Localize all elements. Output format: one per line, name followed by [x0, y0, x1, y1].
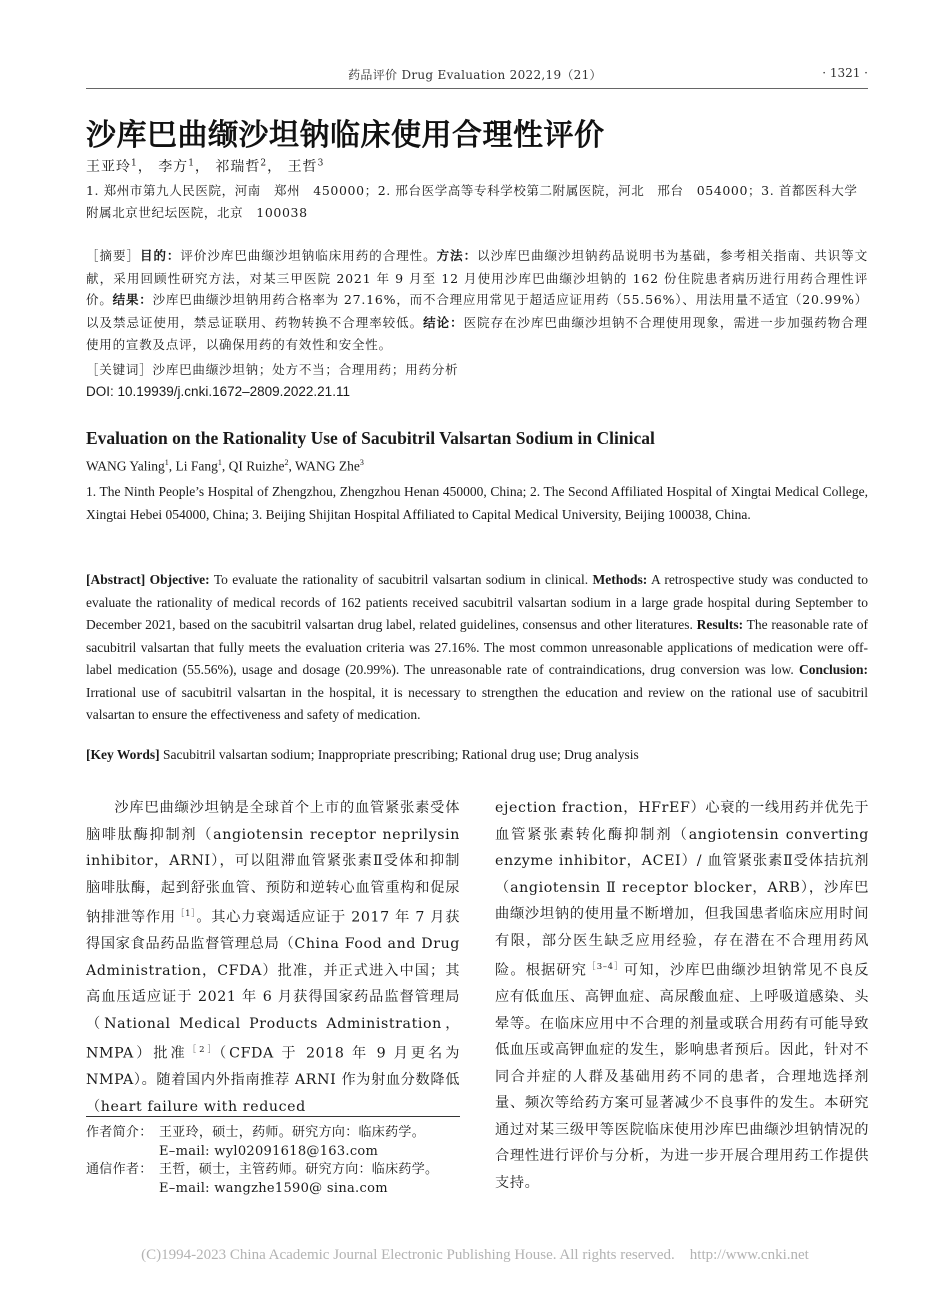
results-label: Results: [696, 617, 744, 632]
author-bio-text: 王亚玲，硕士，药师。研究方向：临床药学。 [159, 1125, 426, 1140]
author-affiliation-mark: 1 [217, 458, 222, 467]
footnote-divider [86, 1116, 460, 1117]
author-affiliation-mark: 2 [260, 158, 268, 169]
body-text: 沙库巴曲缬沙坦钠是全球首个上市的血管紧张素受体脑啡肽酶抑制剂（angiotensin receptor neprilysin inhibitor，ARNI），可以阻滞血管紧张素Ⅱ受体和抑制脑啡肽酶，起到舒张血管、预防和逆转心血管重构和促尿钠排泄等作用 [86, 800, 460, 926]
body-text: 。其心力衰竭适应证于 2017 年 7 月获得国家食品药品监督管理总局（China Food and Drug Administration，CFDA）批准，并正式进入中国；其高血压适应证于 2021 年 6 月获得国家药品监督管理局（National Medical Products Administration，NMPA）批准 [86, 909, 460, 1062]
body-text: ejection fraction，HFrEF）心衰的一线用药并优先于血管紧张素转化酶抑制剂（angiotensin converting enzyme inhibitor，ACEI）/ 血管紧张素Ⅱ受体拮抗剂（angiotensin Ⅱ receptor blocker，ARB），沙库巴曲缬沙坦钠的使用量不断增加，但我国患者临床应用时间有限，部分医生缺乏应用经验，存在潜在不合理用药风险。根据研究 [495, 800, 869, 979]
methods-text: 以沙库巴曲缬沙坦钠药品说明书为基础，参考相关指南、共识等文献，采用回顾性研究方法，对某三甲医院 2021 年 9 月至 12 月使用沙库巴曲缬沙坦钠的 162 份住院患者病历进行用药合理性评价。 [86, 248, 869, 307]
affiliations-cn: 1. 郑州市第九人民医院，河南 郑州 450000；2. 邢台医学高等专科学校第二附属医院，河北 邢台 054000；3. 首都医科大学附属北京世纪坛医院，北京 100038 [86, 183, 858, 220]
page-number: · 1321 · [822, 66, 868, 80]
body-column-right [495, 795, 869, 1196]
author-name: WANG Yaling [86, 458, 165, 474]
objective-text: 评价沙库巴曲缬沙坦钠临床用药的合理性。 [180, 248, 437, 263]
abstract-en [86, 569, 868, 727]
conclusion-text: Irrational use of sacubitril valsartan in the hospital, it is necessary to strengthen the education and review on the rational use of sacubitril valsartan to ensure the effectiveness and safety of medication. [86, 684, 868, 722]
keywords-en [86, 747, 639, 763]
conclusion-label: 结论： [423, 315, 464, 330]
journal-header: 药品评价 Drug Evaluation 2022,19（21） [348, 68, 602, 82]
author-affiliation-mark: 3 [317, 158, 325, 169]
objective-label: Objective: [149, 572, 210, 587]
results-text: 沙库巴曲缬沙坦钠用药合格率为 27.16%，而不合理应用常见于超适应证用药（55.56%）、用法用量不适宜（20.99%）以及禁忌证使用，禁忌证联用、药物转换不合理率较低。 [86, 292, 868, 330]
corresponding-author-email: E–mail: wangzhe1590@ sina.com [159, 1180, 388, 1196]
conclusion-text: 医院存在沙库巴曲缬沙坦钠不合理使用现象，需进一步加强药物合理使用的宣教及点评，以确保用药的有效性和安全性。 [86, 314, 868, 352]
author-affiliation-mark: 1 [164, 458, 169, 467]
citation-link[interactable]: ［1］ [175, 909, 197, 919]
methods-label: Methods: [592, 572, 648, 587]
results-text: The reasonable rate of sacubitril valsartan that fully meets the evaluation criteria was 27.16%. The most common unreasonable applications of medication were off-label medication (55.56%), usage and dosage (20.99%). The unreasonable rate of contraindications, drug conversion was low. [86, 617, 868, 677]
author-email: E–mail: wyl02091618@163.com [159, 1143, 379, 1159]
abstract-label: ［摘要］ [86, 248, 140, 263]
copyright-notice: (C)1994-2023 China Academic Journal Electronic Publishing House. All rights reserved. http://www.cnki.net [141, 1247, 809, 1263]
keywords-cn [86, 360, 458, 378]
keywords-label: ［关键词］ [86, 362, 153, 377]
author-name: Li Fang [175, 458, 218, 474]
article-title-en: Evaluation on the Rationality Use of Sacubitril Valsartan Sodium in Clinical [86, 428, 655, 448]
results-label: 结果： [112, 293, 153, 307]
author-affiliation-mark: 3 [359, 458, 364, 467]
author-name: 王亚玲 [86, 159, 131, 175]
citation-link[interactable]: ［3–4］ [587, 962, 624, 972]
abstract-cn [86, 245, 868, 356]
body-text: 可知，沙库巴曲缬沙坦钠常见不良反应有低血压、高钾血症、高尿酸血症、上呼吸道感染、头晕等。在临床应用中不合理的剂量或联合用药有可能导致低血压或高钾血症的发生，影响患者预后。因此，针对不同合并症的人群及基础用药不同的患者，合理地选择剂量、频次等给药方案可显著减少不良事件的发生。本研究通过对某三级甲等医院临床使用沙库巴曲缬沙坦钠情况的合理性进行评价与分析，为进一步开展合理用药工作提供支持。 [495, 962, 869, 1191]
corresponding-author-label: 通信作者： [86, 1162, 153, 1177]
keywords-label: [Key Words] [86, 747, 160, 762]
author-name: 王哲 [287, 159, 318, 175]
methods-text: A retrospective study was conducted to evaluate the rationality of medical records of 162 patients received sacubitril valsartan sodium in a large grade hospital during September to December 2021, based on the sacubitril valsartan drug label, related guidelines, consensus and other literatures. [86, 572, 868, 632]
abstract-label: [Abstract] [86, 572, 146, 587]
author-list-en: WANG Yaling$^1$, Li Fang$^1$, QI Ruizhe$^2$, WANG Zhe$^3$ [86, 458, 364, 474]
affiliations-en: 1. The Ninth People’s Hospital of Zhengzhou, Zhengzhou Henan 450000, China; 2. The Second Affiliated Hospital of Xingtai Medical College, Xingtai Hebei 054000, China; 3. Beijing Shijitan Hospital Affiliated to Capital Medical University, Beijing 100038, China. [86, 484, 868, 522]
body-column-left [86, 795, 460, 1120]
citation-link[interactable]: ［2］ [187, 1045, 220, 1056]
author-name: 李方 [158, 159, 189, 175]
article-title-cn: 沙库巴曲缬沙坦钠临床使用合理性评价 [86, 119, 605, 152]
author-affiliation-mark: 1 [188, 158, 195, 169]
objective-label: 目的： [139, 249, 181, 263]
methods-label: 方法： [436, 249, 478, 263]
objective-text: To evaluate the rationality of sacubitril valsartan sodium in clinical. [213, 572, 589, 587]
author-affiliation-mark: 1 [131, 158, 138, 169]
body-text: （CFDA 于 2018 年 9 月更名为 NMPA）。随着国内外指南推荐 ARNI 作为射血分数降低（heart failure with reduced [86, 1045, 460, 1115]
author-name: QI Ruizhe [228, 458, 285, 474]
author-list-cn: 王亚玲$^1$， 李方$^1$， 祁瑞哲$^2$， 王哲$^3$ [86, 158, 325, 175]
footnotes [86, 1124, 466, 1198]
doi: DOI: 10.19939/j.cnki.1672–2809.2022.21.11 [86, 384, 350, 399]
author-affiliation-mark: 2 [284, 458, 289, 467]
author-bio-label: 作者简介： [86, 1125, 153, 1140]
keywords-text: Sacubitril valsartan sodium; Inappropriate prescribing; Rational drug use; Drug analysis [163, 747, 639, 762]
author-name: 祁瑞哲 [215, 159, 261, 175]
conclusion-label: Conclusion: [798, 662, 869, 677]
corresponding-author-text: 王哲，硕士，主管药师。研究方向：临床药学。 [159, 1162, 439, 1177]
keywords-text: 沙库巴曲缬沙坦钠；处方不当；合理用药；用药分析 [152, 362, 459, 377]
author-name: WANG Zhe [295, 458, 360, 474]
header-divider [86, 88, 868, 89]
